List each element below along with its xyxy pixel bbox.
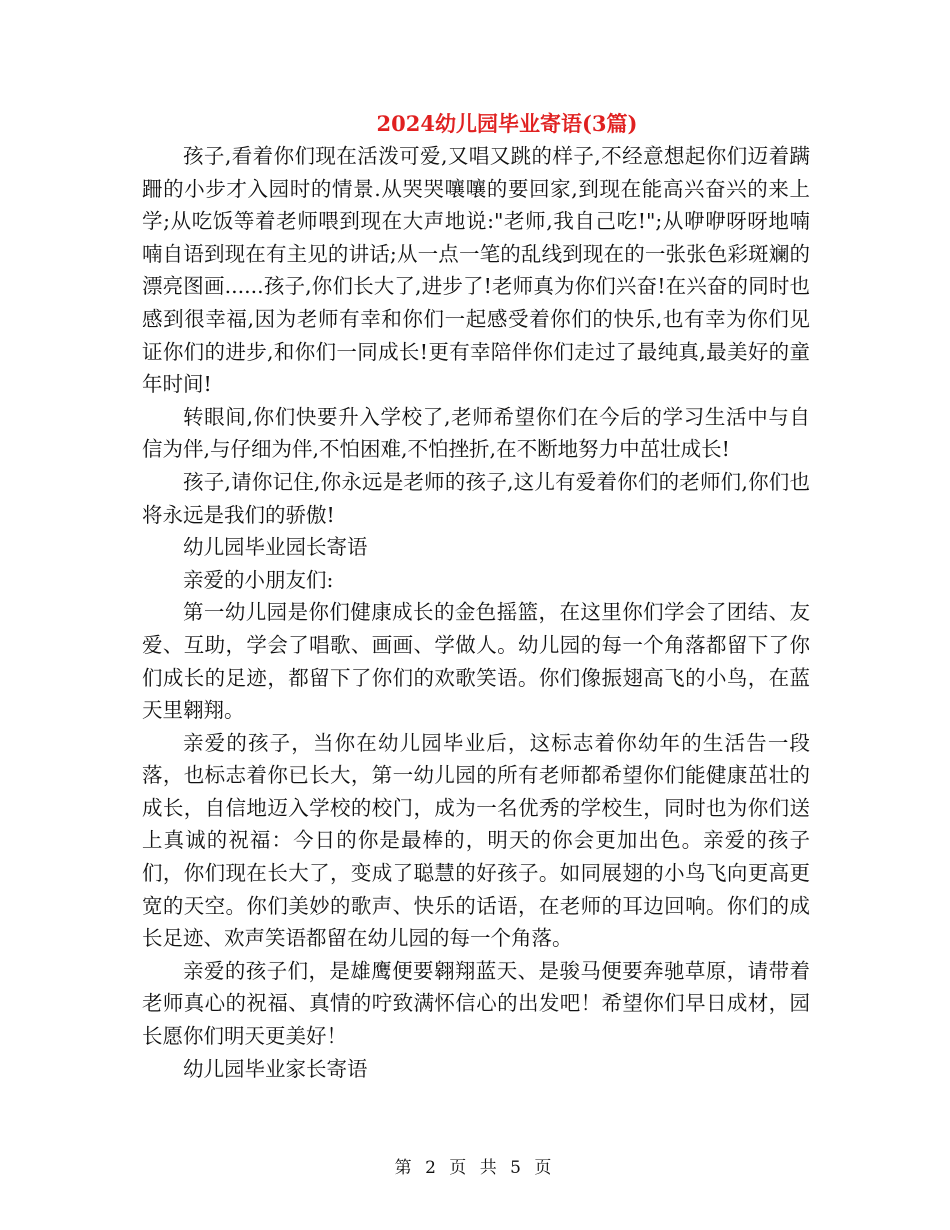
paragraph-intro: 孩子,看着你们现在活泼可爱,又唱又跳的样子,不经意想起你们迈着蹒跚的小步才入园时的情景.从哭哭嚷嚷的要回家,到现在能高兴奋兴的来上学;从吃饭等着老师喂到现在大声地说:"老师,我自己吃!";从咿咿呀呀地喃喃自语到现在有主见的讲话;从一点一笔的乱线到现在的一张张色彩斑斓的漂亮图画......孩子,你们长大了,进步了!老师真为你们兴奋!在兴奋的同时也感到很幸福,因为老师有幸和你们一起感受着你们的快乐,也有幸为你们见证你们的进步,和你们一同成长!更有幸陪伴你们走过了最纯真,最美好的童年时间! bbox=[142, 144, 810, 397]
paragraph-eagle: 亲爱的孩子们，是雄鹰便要翱翔蓝天、是骏马便要奔驰草原，请带着老师真心的祝福、真情的咛致满怀信心的出发吧！希望你们早日成材，园长愿你们明天更美好！ bbox=[142, 958, 810, 1049]
document-body bbox=[142, 108, 810, 1085]
document-title: 2024幼儿园毕业寄语(3篇) bbox=[376, 111, 638, 136]
paragraph-cradle: 第一幼儿园是你们健康成长的金色摇篮，在这里你们学会了团结、友爱、互助，学会了唱歌、画画、学做人。幼儿园的每一个角落都留下了你们成长的足迹，都留下了你们的欢歌笑语。你们像振翅高飞的小鸟，在蓝天里翱翔。 bbox=[142, 600, 810, 723]
page-footer: 第 2 页 共 5 页 bbox=[394, 1158, 556, 1178]
salutation: 亲爱的小朋友们: bbox=[183, 567, 334, 592]
paragraph-hope: 转眼间,你们快要升入学校了,老师希望你们在今后的学习生活中与自信为伴,与仔细为伴,不怕困难,不怕挫折,在不断地努力中茁壮成长! bbox=[142, 404, 810, 462]
paragraph-remember: 孩子,请你记住,你永远是老师的孩子,这儿有爱着你们的老师们,你们也将永远是我们的骄傲! bbox=[142, 469, 810, 527]
section-heading-parents: 幼儿园毕业家长寄语 bbox=[183, 1056, 368, 1081]
section-heading-principal: 幼儿园毕业园长寄语 bbox=[183, 535, 368, 560]
paragraph-graduation: 亲爱的孩子，当你在幼儿园毕业后，这标志着你幼年的生活告一段落，也标志着你已长大，第一幼儿园的所有老师都希望你们能健康茁壮的成长，自信地迈入学校的校门，成为一名优秀的学校生，同时也为你们送上真诚的祝福：今日的你是最棒的，明天的你会更加出色。亲爱的孩子们，你们现在长大了，变成了聪慧的好孩子。如同展翅的小鸟飞向更高更宽的天空。你们美妙的歌声、快乐的话语，在老师的耳边回响。你们的成长足迹、欢声笑语都留在幼儿园的每一个角落。 bbox=[142, 730, 810, 951]
